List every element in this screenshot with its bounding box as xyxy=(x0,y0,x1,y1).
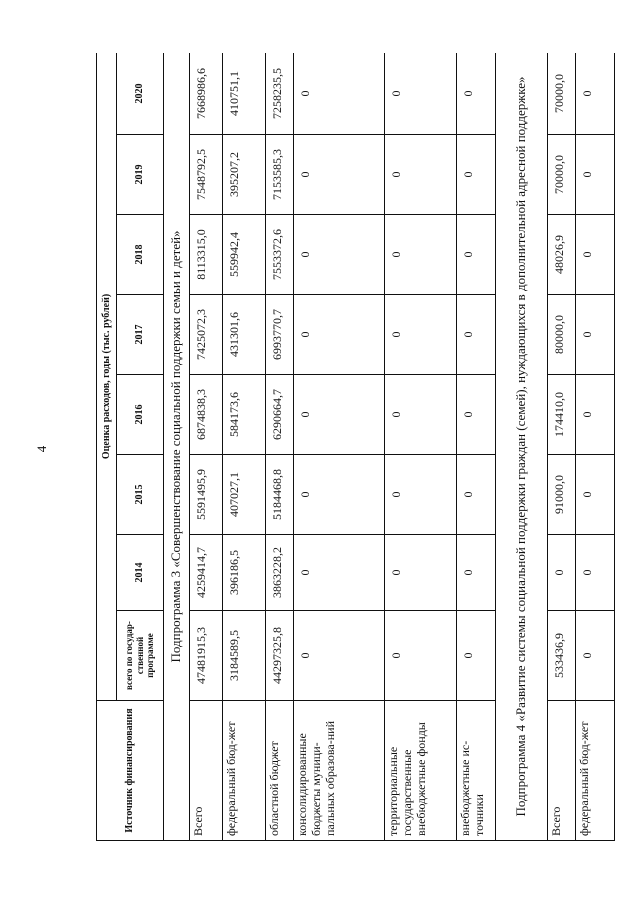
cell-value: 0 xyxy=(456,375,495,455)
column-header-year: 2015 xyxy=(116,455,164,535)
cell-value: 0 xyxy=(385,535,457,611)
cell-value: 396186,5 xyxy=(222,535,265,611)
cell-value: 174410,0 xyxy=(547,375,575,455)
cell-value: 0 xyxy=(385,215,457,295)
financing-table xyxy=(96,53,615,841)
cell-value: 395207,2 xyxy=(222,135,265,215)
cell-value: 7548792,5 xyxy=(190,135,223,215)
table-row xyxy=(294,53,385,841)
cell-value: 0 xyxy=(575,53,614,135)
cell-value: 0 xyxy=(385,375,457,455)
cell-value: 7553372,6 xyxy=(266,215,294,295)
column-header-year: 2020 xyxy=(116,53,164,135)
cell-value: 410751,1 xyxy=(222,53,265,135)
cell-value: 0 xyxy=(294,455,385,535)
cell-value: 0 xyxy=(385,135,457,215)
table-row xyxy=(266,53,294,841)
cell-value: 7258235,5 xyxy=(266,53,294,135)
row-label: Всего xyxy=(547,701,575,841)
cell-value: 7425072,3 xyxy=(190,295,223,375)
cell-value: 559942,4 xyxy=(222,215,265,295)
cell-value: 0 xyxy=(294,375,385,455)
cell-value: 0 xyxy=(456,455,495,535)
row-label: областной бюджет xyxy=(266,701,294,841)
row-label: федеральный бюд-жет xyxy=(222,701,265,841)
cell-value: 0 xyxy=(575,135,614,215)
cell-value: 0 xyxy=(456,215,495,295)
cell-value: 44297325,8 xyxy=(266,611,294,701)
cell-value: 0 xyxy=(294,135,385,215)
cell-value: 0 xyxy=(575,295,614,375)
section-title: Подпрограмма 3 «Совершенствование социальной поддержки семьи и детей» xyxy=(164,53,190,841)
column-header-year: 2017 xyxy=(116,295,164,375)
cell-value: 0 xyxy=(294,611,385,701)
cell-value: 80000,0 xyxy=(547,295,575,375)
table-row xyxy=(222,53,265,841)
column-header-total: всего по государ-ственной программе xyxy=(116,611,164,701)
cell-value: 6290664,7 xyxy=(266,375,294,455)
table-row xyxy=(456,53,495,841)
cell-value: 5184468,8 xyxy=(266,455,294,535)
cell-value: 0 xyxy=(294,535,385,611)
table-row xyxy=(190,53,223,841)
cell-value: 6993770,7 xyxy=(266,295,294,375)
cell-value: 0 xyxy=(575,375,614,455)
row-label: Всего xyxy=(190,701,223,841)
cell-value: 0 xyxy=(575,455,614,535)
cell-value: 91000,0 xyxy=(547,455,575,535)
cell-value: 0 xyxy=(456,135,495,215)
table-row xyxy=(547,53,575,841)
section-title: Подпрограмма 4 «Развитие системы социальной поддержки граждан (семей), нуждающихся в дополнительной адресной поддержке» xyxy=(495,53,547,841)
row-label: федеральный бюд-жет xyxy=(575,701,614,841)
table-row xyxy=(575,53,614,841)
cell-value: 70000,0 xyxy=(547,135,575,215)
column-header-year: 2018 xyxy=(116,215,164,295)
cell-value: 0 xyxy=(385,295,457,375)
cell-value: 0 xyxy=(575,535,614,611)
cell-value: 0 xyxy=(385,53,457,135)
column-header-year: 2016 xyxy=(116,375,164,455)
row-label: консолидированные бюджеты муници-пальных образова-ний xyxy=(294,701,385,841)
cell-value: 0 xyxy=(456,53,495,135)
page-number: 4 xyxy=(34,445,49,453)
cell-value: 0 xyxy=(575,611,614,701)
table-row xyxy=(385,53,457,841)
cell-value: 0 xyxy=(294,53,385,135)
row-label: территориальные государственные внебюджетные фонды xyxy=(385,701,457,841)
cell-value: 48026,9 xyxy=(547,215,575,295)
cell-value: 0 xyxy=(385,455,457,535)
cell-value: 5591495,9 xyxy=(190,455,223,535)
cell-value: 0 xyxy=(294,215,385,295)
cell-value: 0 xyxy=(456,535,495,611)
cell-value: 0 xyxy=(456,611,495,701)
cell-value: 70000,0 xyxy=(547,53,575,135)
row-label: внебюджетные ис-точники xyxy=(456,701,495,841)
cell-value: 431301,6 xyxy=(222,295,265,375)
cell-value: 0 xyxy=(294,295,385,375)
cell-value: 0 xyxy=(456,295,495,375)
cell-value: 407027,1 xyxy=(222,455,265,535)
cell-value: 3863228,2 xyxy=(266,535,294,611)
cell-value: 47481915,3 xyxy=(190,611,223,701)
cell-value: 533436,9 xyxy=(547,611,575,701)
cell-value: 4259414,7 xyxy=(190,535,223,611)
column-header-year: 2019 xyxy=(116,135,164,215)
source-header: Источник финансирования xyxy=(97,701,164,841)
rotated-table-container xyxy=(96,53,615,841)
cell-value: 0 xyxy=(385,611,457,701)
cell-value: 0 xyxy=(575,215,614,295)
cell-value: 8113315,0 xyxy=(190,215,223,295)
column-header-year: 2014 xyxy=(116,535,164,611)
cell-value: 3184589,5 xyxy=(222,611,265,701)
cell-value: 6874838,3 xyxy=(190,375,223,455)
cell-value: 0 xyxy=(547,535,575,611)
cell-value: 584173,6 xyxy=(222,375,265,455)
cell-value: 7153585,3 xyxy=(266,135,294,215)
cell-value: 7668986,6 xyxy=(190,53,223,135)
estimate-header: Оценка расходов, годы (тыс. рублей) xyxy=(97,53,117,701)
